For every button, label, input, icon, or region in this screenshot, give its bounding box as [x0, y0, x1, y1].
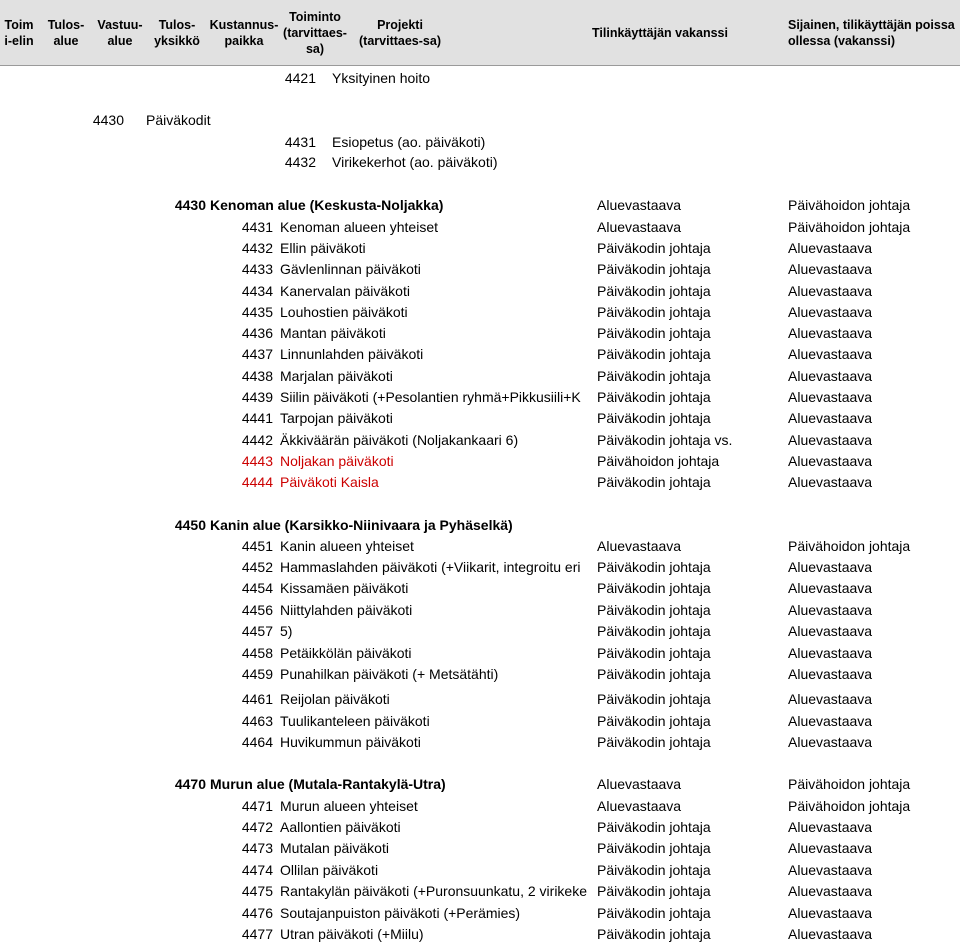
- table-row: [0, 711, 960, 732]
- row-name: Virikekerhot (ao. päiväkoti): [332, 154, 498, 170]
- table-row: [0, 796, 960, 817]
- row-substitute: Aluevastaava: [788, 283, 873, 299]
- row-substitute: Aluevastaava: [788, 734, 873, 750]
- row-code: 4438: [241, 368, 273, 384]
- table-row: [0, 217, 960, 238]
- row-user: Päiväkodin johtaja: [597, 666, 711, 682]
- table-row: [0, 472, 960, 493]
- row-name: Kanervalan päiväkoti: [280, 283, 410, 299]
- table-row: [0, 643, 960, 664]
- table-row: [0, 536, 960, 557]
- row-code: 4444: [241, 474, 273, 490]
- row-substitute: Aluevastaava: [788, 819, 873, 835]
- row-user: Päiväkodin johtaja vs.: [597, 432, 733, 448]
- row-code: 4457: [241, 623, 273, 639]
- group-header-4450: [0, 515, 960, 536]
- row-name: Mantan päiväkoti: [280, 325, 386, 341]
- table-row: [0, 408, 960, 429]
- row-name: Louhostien päiväkoti: [280, 304, 408, 320]
- header-kustannuspaikka: Kustannus- paikka: [209, 18, 279, 48]
- table-row: [0, 732, 960, 753]
- table-row: [0, 366, 960, 387]
- row-code: 4434: [241, 283, 273, 299]
- row-code: 4472: [241, 819, 273, 835]
- row-name: Esiopetus (ao. päiväkoti): [332, 134, 486, 150]
- row-name: Aallontien päiväkoti: [280, 819, 401, 835]
- row-code: 4439: [241, 389, 273, 405]
- row-user: Päiväkodin johtaja: [597, 819, 711, 835]
- row-user: Päiväkodin johtaja: [597, 713, 711, 729]
- row-substitute: Aluevastaava: [788, 691, 873, 707]
- table-row: [0, 302, 960, 323]
- row-user: Päiväkodin johtaja: [597, 368, 711, 384]
- table-row: [0, 387, 960, 408]
- row-name: Huvikummun päiväkoti: [280, 734, 421, 750]
- row-name: Äkkiväärän päiväkoti (Noljakankaari 6): [280, 432, 519, 448]
- row-code: 4436: [241, 325, 273, 341]
- row-substitute: Aluevastaava: [788, 666, 873, 682]
- row-user: Päiväkodin johtaja: [597, 261, 711, 277]
- row-name: Yksityinen hoito: [332, 70, 431, 86]
- group-code: 4470: [174, 776, 206, 792]
- row-substitute: Aluevastaava: [788, 389, 873, 405]
- row-name: Niittylahden päiväkoti: [280, 602, 413, 618]
- row-code: 4463: [241, 713, 273, 729]
- row-substitute: Aluevastaava: [788, 623, 873, 639]
- row-user: Päiväkodin johtaja: [597, 389, 711, 405]
- row-substitute: Päivähoidon johtaja: [788, 219, 911, 235]
- header-tulosalue: Tulos- alue: [47, 18, 85, 48]
- row-user: Aluevastaava: [597, 798, 682, 814]
- row-substitute: Aluevastaava: [788, 580, 873, 596]
- row-user: Päiväkodin johtaja: [597, 905, 711, 921]
- row-code: 4474: [241, 862, 273, 878]
- table-row: [0, 451, 960, 472]
- row-name: Ellin päiväkoti: [280, 240, 366, 256]
- table-row: [0, 281, 960, 302]
- row-name: Rantakylän päiväkoti (+Puronsuunkatu, 2 virikeke: [280, 883, 588, 899]
- row-code: 4421: [284, 70, 316, 86]
- group-name: Murun alue (Mutala-Rantakylä-Utra): [210, 776, 446, 792]
- table-row: [0, 323, 960, 344]
- row-user: Päiväkodin johtaja: [597, 580, 711, 596]
- group-header-4470: [0, 774, 960, 795]
- row-substitute: Aluevastaava: [788, 559, 873, 575]
- row-substitute: Aluevastaava: [788, 926, 873, 942]
- row-code: 4471: [241, 798, 273, 814]
- row-name: Tuulikanteleen päiväkoti: [280, 713, 430, 729]
- row-user: Päiväkodin johtaja: [597, 840, 711, 856]
- row-code: 4431: [241, 219, 273, 235]
- row-4430-paivakodit: [0, 110, 960, 131]
- group-name: Kenoman alue (Keskusta-Noljakka): [210, 197, 444, 213]
- row-code: 4459: [241, 666, 273, 682]
- row-name: Soutajanpuiston päiväkoti (+Perämies): [280, 905, 521, 921]
- row-name: Mutalan päiväkoti: [280, 840, 389, 856]
- row-code: 4435: [241, 304, 273, 320]
- row-code: 4458: [241, 645, 273, 661]
- row-user: Päiväkodin johtaja: [597, 883, 711, 899]
- row-code: 4464: [241, 734, 273, 750]
- row-user: Päiväkodin johtaja: [597, 691, 711, 707]
- row-code: 4477: [241, 926, 273, 942]
- row-name: Kanin alueen yhteiset: [280, 538, 414, 554]
- group-code: 4430: [174, 197, 206, 213]
- table-row: [0, 860, 960, 881]
- group-header-4430: [0, 195, 960, 216]
- header-sijainen: Sijainen, tilikäyttäjän poissa ollessa (vakanssi): [788, 18, 955, 48]
- table-row: [0, 557, 960, 578]
- row-user: Päiväkodin johtaja: [597, 474, 711, 490]
- header-tulosyksikko: Tulos- yksikkö: [154, 18, 200, 48]
- table-row: [0, 924, 960, 945]
- row-code: 4456: [241, 602, 273, 618]
- row-user: Päiväkodin johtaja: [597, 410, 711, 426]
- row-name: Petäikkölän päiväkoti: [280, 645, 412, 661]
- row-name: Kenoman alueen yhteiset: [280, 219, 438, 235]
- row-substitute: Aluevastaava: [788, 304, 873, 320]
- row-substitute: Aluevastaava: [788, 325, 873, 341]
- table-row: [0, 344, 960, 365]
- row-name: Kissamäen päiväkoti: [280, 580, 409, 596]
- row-user: Aluevastaava: [597, 219, 682, 235]
- row-user: Päiväkodin johtaja: [597, 645, 711, 661]
- row-name: Päiväkoti Kaisla: [280, 474, 379, 490]
- row-4431-esiopetus: [0, 132, 960, 153]
- table-row: [0, 838, 960, 859]
- group-code: 4450: [174, 517, 206, 533]
- row-name: Päiväkodit: [146, 112, 211, 128]
- row-name: Utran päiväkoti (+Miilu): [280, 926, 424, 942]
- row-code: 4443: [241, 453, 273, 469]
- table-row: [0, 903, 960, 924]
- row-user: Päiväkodin johtaja: [597, 304, 711, 320]
- row-substitute: Päivähoidon johtaja: [788, 798, 911, 814]
- row-substitute: Aluevastaava: [788, 410, 873, 426]
- table-row: [0, 817, 960, 838]
- table-row: [0, 259, 960, 280]
- table-row: [0, 881, 960, 902]
- row-code: 4461: [241, 691, 273, 707]
- row-code: 4430: [92, 112, 124, 128]
- table-row: [0, 664, 960, 685]
- row-substitute: Aluevastaava: [788, 474, 873, 490]
- row-user: Päiväkodin johtaja: [597, 559, 711, 575]
- row-name: Marjalan päiväkoti: [280, 368, 393, 384]
- row-name: Linnunlahden päiväkoti: [280, 346, 424, 362]
- table-row: [0, 600, 960, 621]
- row-code: 4442: [241, 432, 273, 448]
- row-name: Tarpojan päiväkoti: [280, 410, 393, 426]
- row-user: Päiväkodin johtaja: [597, 926, 711, 942]
- row-substitute: Päivähoidon johtaja: [788, 538, 911, 554]
- row-name: Siilin päiväkoti (+Pesolantien ryhmä+Pikkusiili+K: [280, 389, 581, 405]
- row-name: Noljakan päiväkoti: [280, 453, 394, 469]
- row-user: Päiväkodin johtaja: [597, 734, 711, 750]
- row-user: Päiväkodin johtaja: [597, 862, 711, 878]
- table-row: [0, 621, 960, 642]
- row-code: 4433: [241, 261, 273, 277]
- row-substitute: Aluevastaava: [788, 862, 873, 878]
- header-toimielin: Toim i-elin: [4, 18, 34, 48]
- row-user: Päiväkodin johtaja: [597, 240, 711, 256]
- row-user: Päiväkodin johtaja: [597, 602, 711, 618]
- row-substitute: Aluevastaava: [788, 883, 873, 899]
- row-substitute: Aluevastaava: [788, 453, 873, 469]
- group-substitute: Päivähoidon johtaja: [788, 197, 911, 213]
- table-row: [0, 238, 960, 259]
- header-tilinkayttaja: Tilinkäyttäjän vakanssi: [592, 26, 728, 40]
- row-substitute: Aluevastaava: [788, 346, 873, 362]
- row-substitute: Aluevastaava: [788, 432, 873, 448]
- row-code: 4475: [241, 883, 273, 899]
- row-user: Päiväkodin johtaja: [597, 283, 711, 299]
- row-substitute: Aluevastaava: [788, 840, 873, 856]
- row-substitute: Aluevastaava: [788, 368, 873, 384]
- row-user: Päiväkodin johtaja: [597, 325, 711, 341]
- table-row: [0, 689, 960, 710]
- row-substitute: Aluevastaava: [788, 240, 873, 256]
- row-user: Päiväkodin johtaja: [597, 623, 711, 639]
- group-name: Kanin alue (Karsikko-Niinivaara ja Pyhäselkä): [210, 517, 513, 533]
- table-header: [0, 0, 960, 66]
- group-substitute: Päivähoidon johtaja: [788, 776, 911, 792]
- row-code: 4452: [241, 559, 273, 575]
- row-name: Hammaslahden päiväkoti (+Viikarit, integroitu eri: [280, 559, 581, 575]
- row-user: Päiväkodin johtaja: [597, 346, 711, 362]
- row-code: 4451: [241, 538, 273, 554]
- row-user: Aluevastaava: [597, 538, 682, 554]
- row-code: 4441: [241, 410, 273, 426]
- row-code: 4437: [241, 346, 273, 362]
- header-vastuualue: Vastuu- alue: [97, 18, 143, 48]
- row-user: Päivähoidon johtaja: [597, 453, 720, 469]
- row-substitute: Aluevastaava: [788, 645, 873, 661]
- row-name: Ollilan päiväkoti: [280, 862, 379, 878]
- row-code: 4432: [284, 154, 316, 170]
- group-user: Aluevastaava: [597, 776, 682, 792]
- table-row: [0, 578, 960, 599]
- row-substitute: Aluevastaava: [788, 602, 873, 618]
- row-code: 4476: [241, 905, 273, 921]
- row-code: 4473: [241, 840, 273, 856]
- row-name: Gävlenlinnan päiväkoti: [280, 261, 421, 277]
- row-4432-virikekerhot: [0, 152, 960, 173]
- header-toiminto: Toiminto (tarvittaes- sa): [283, 10, 347, 56]
- row-name: Reijolan päiväkoti: [280, 691, 390, 707]
- table-row: [0, 430, 960, 451]
- row-code: 4454: [241, 580, 273, 596]
- row-code: 4432: [241, 240, 273, 256]
- row-4421: [0, 68, 960, 89]
- row-name: Murun alueen yhteiset: [280, 798, 418, 814]
- group-user: Aluevastaava: [597, 197, 682, 213]
- header-projekti: Projekti (tarvittaes-sa): [359, 18, 441, 48]
- row-substitute: Aluevastaava: [788, 713, 873, 729]
- row-name: 5): [280, 623, 293, 639]
- row-substitute: Aluevastaava: [788, 905, 873, 921]
- row-code: 4431: [284, 134, 316, 150]
- row-substitute: Aluevastaava: [788, 261, 873, 277]
- row-name: Punahilkan päiväkoti (+ Metsätähti): [280, 666, 499, 682]
